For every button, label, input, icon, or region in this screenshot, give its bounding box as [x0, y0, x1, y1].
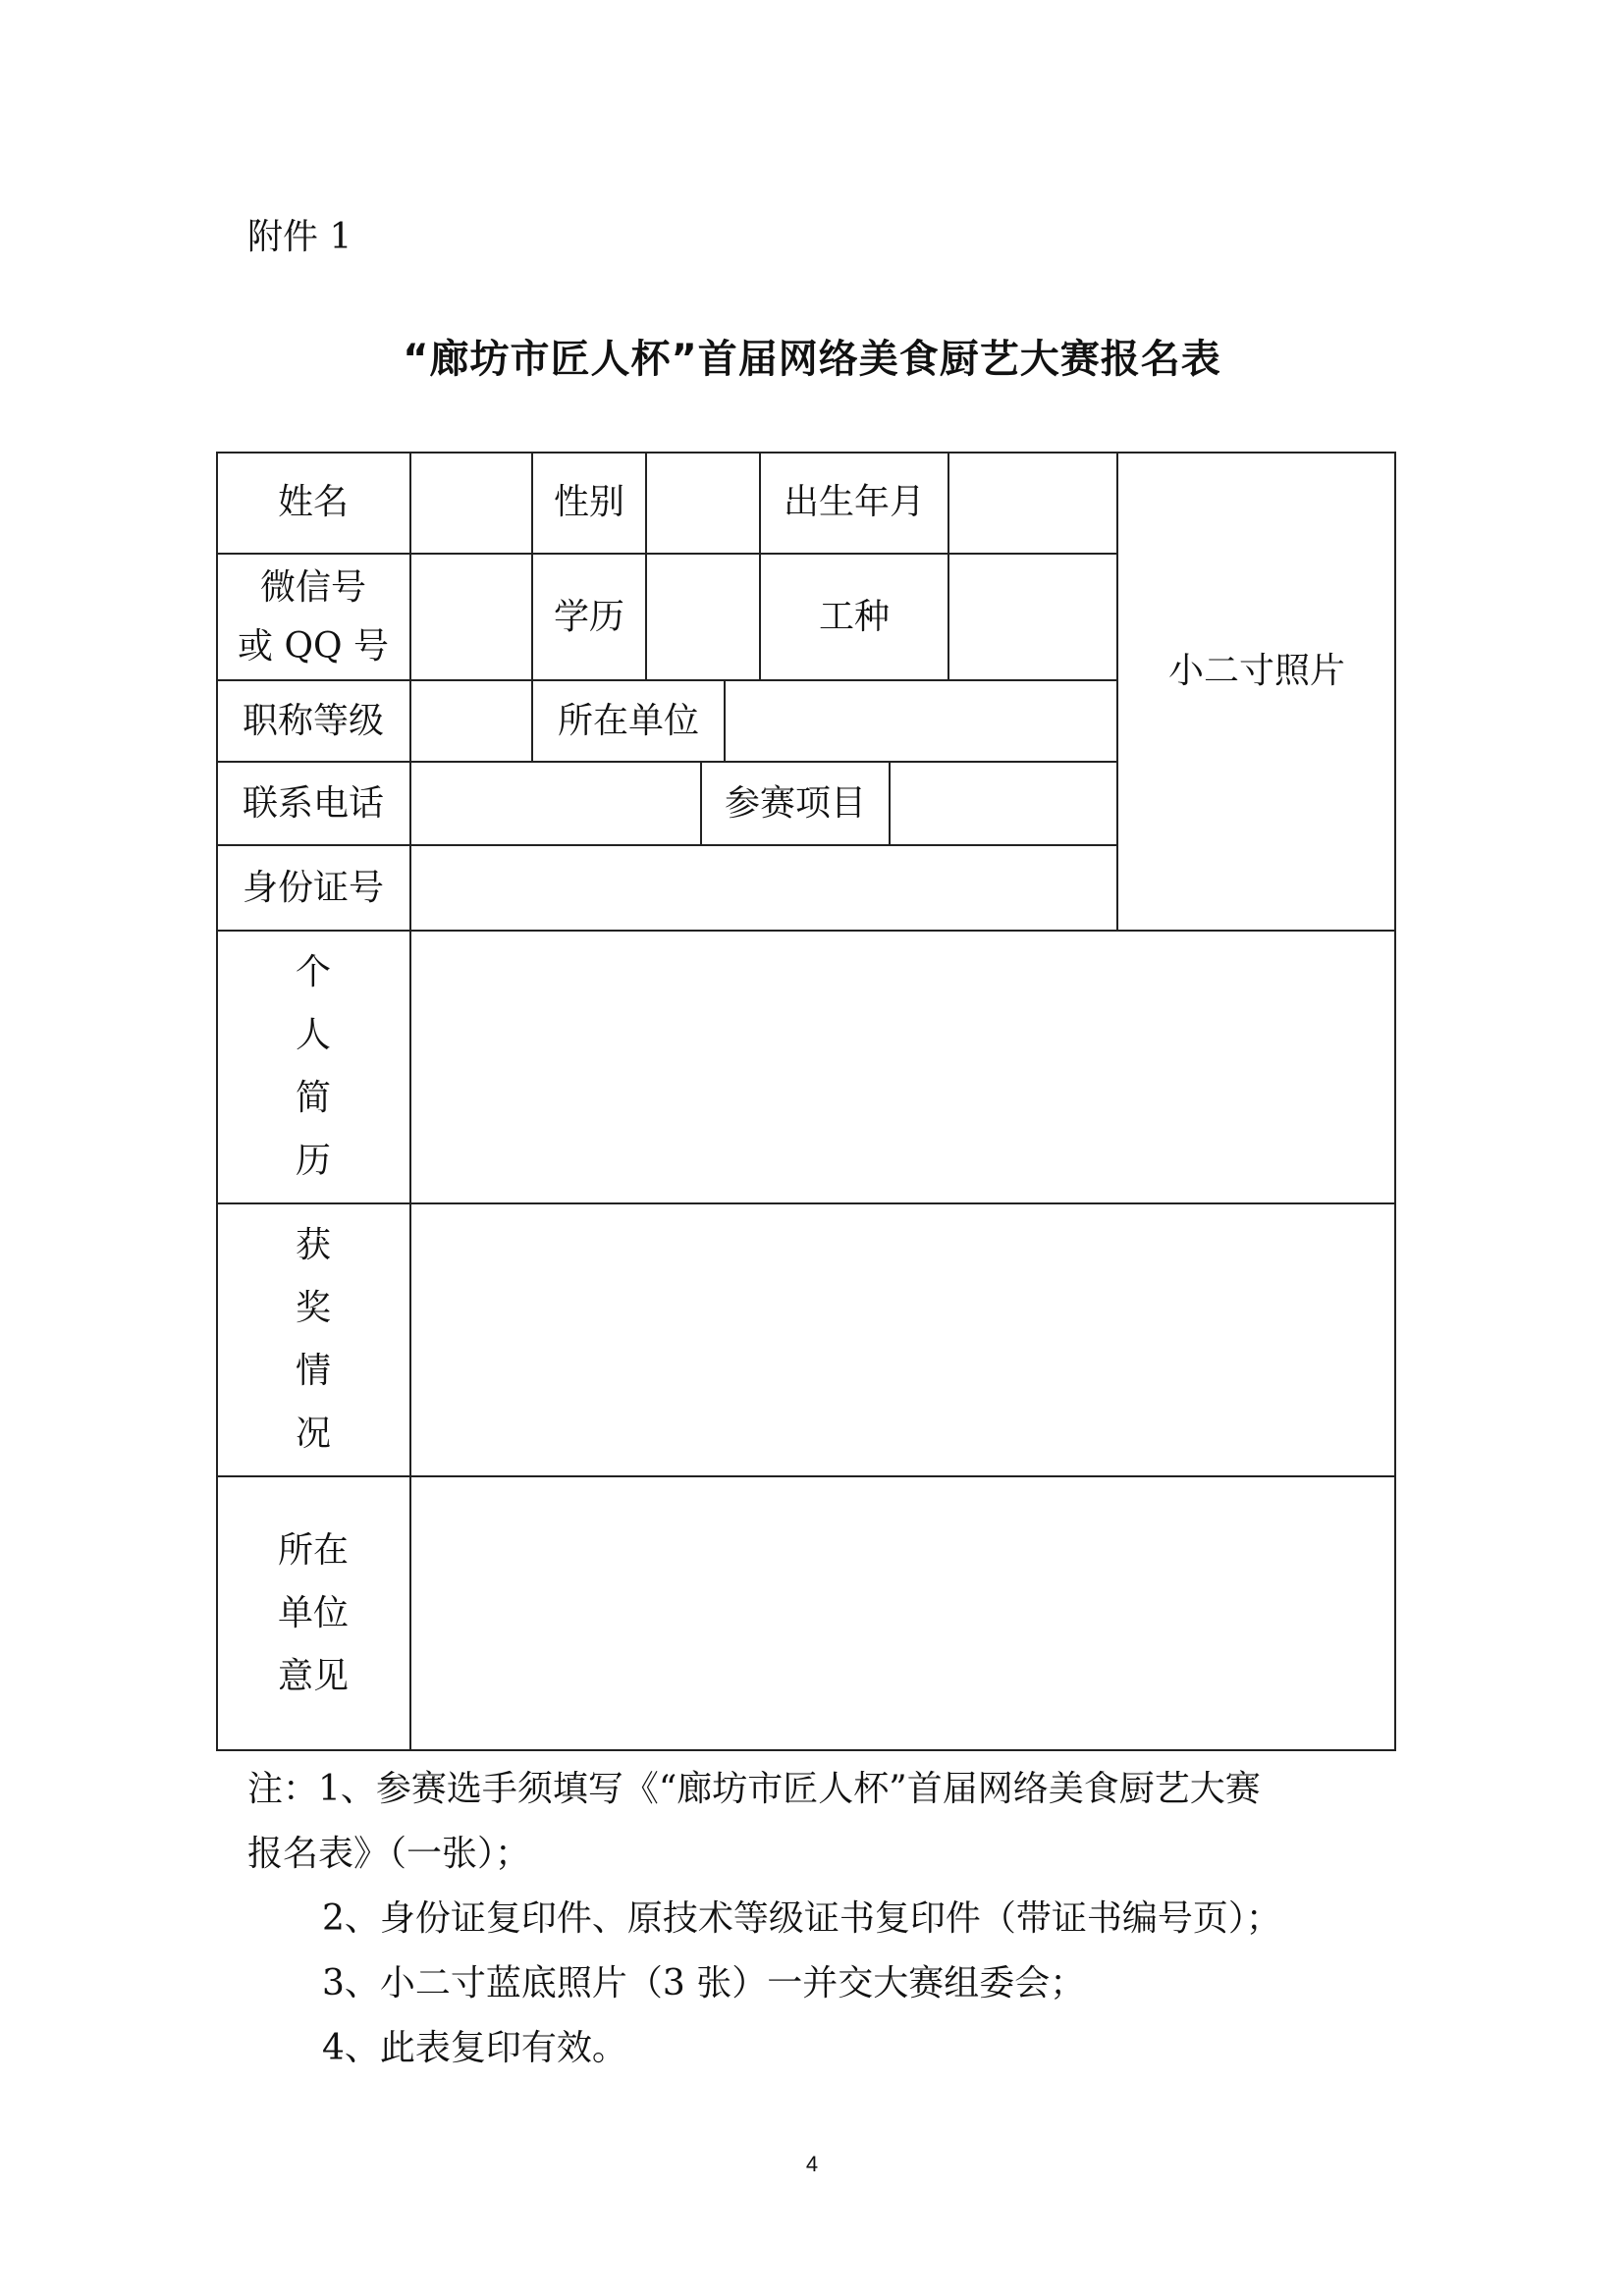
page-number: 4 [805, 2152, 819, 2176]
id-number-label: 身份证号 [242, 867, 384, 908]
phone-field[interactable] [412, 764, 699, 843]
wechat-qq-field[interactable] [412, 556, 530, 678]
work-unit-label: 所在单位 [557, 700, 699, 741]
photo-placeholder[interactable] [1119, 452, 1394, 931]
work-unit-field[interactable] [727, 682, 1115, 760]
unit-opinion-field[interactable] [412, 1478, 1394, 1749]
awards-label: 获 奖 情 况 [295, 1225, 331, 1454]
note-line-3: 3、小二寸蓝底照片（3 张）一并交大赛组委会； [322, 1963, 1086, 2003]
photo-label: 小二寸照片 [1167, 650, 1345, 691]
page-title: “廊坊市匠人杯”首届网络美食厨艺大赛报名表 [403, 337, 1221, 382]
awards-field[interactable] [412, 1205, 1394, 1474]
name-field[interactable] [412, 454, 530, 552]
resume-field[interactable] [412, 933, 1394, 1201]
attachment-label: 附件 1 [247, 217, 352, 257]
wechat-qq-label: 微信号 或 QQ 号 [238, 566, 389, 667]
birth-date-label: 出生年月 [783, 482, 925, 522]
note-line-1: 注：1、参赛选手须填写《“廊坊市匠人杯”首届网络美食厨艺大赛 [247, 1769, 1261, 1809]
education-field[interactable] [648, 556, 758, 678]
unit-opinion-label: 所在 单位 意见 [277, 1530, 349, 1696]
trade-field[interactable] [950, 556, 1115, 678]
event-field[interactable] [892, 764, 1115, 843]
registration-form-table [216, 452, 1396, 1751]
title-level-field[interactable] [412, 682, 530, 760]
name-label: 姓名 [277, 482, 349, 522]
note-line-4: 4、此表复印有效。 [322, 2028, 627, 2068]
note-line-2: 2、身份证复印件、原技术等级证书复印件（带证书编号页）； [322, 1898, 1281, 1939]
resume-label: 个 人 简 历 [295, 952, 331, 1181]
note-line-1-continued: 报名表》（一张）； [247, 1834, 531, 1874]
title-level-label: 职称等级 [242, 700, 384, 741]
education-label: 学历 [553, 596, 624, 637]
phone-label: 联系电话 [242, 782, 384, 824]
id-number-field[interactable] [412, 847, 1115, 929]
gender-field[interactable] [648, 454, 758, 552]
trade-label: 工种 [818, 596, 890, 637]
birth-date-field[interactable] [950, 454, 1115, 552]
notes-section [247, 1757, 1396, 2081]
gender-label: 性别 [553, 482, 624, 522]
event-label: 参赛项目 [724, 782, 866, 824]
